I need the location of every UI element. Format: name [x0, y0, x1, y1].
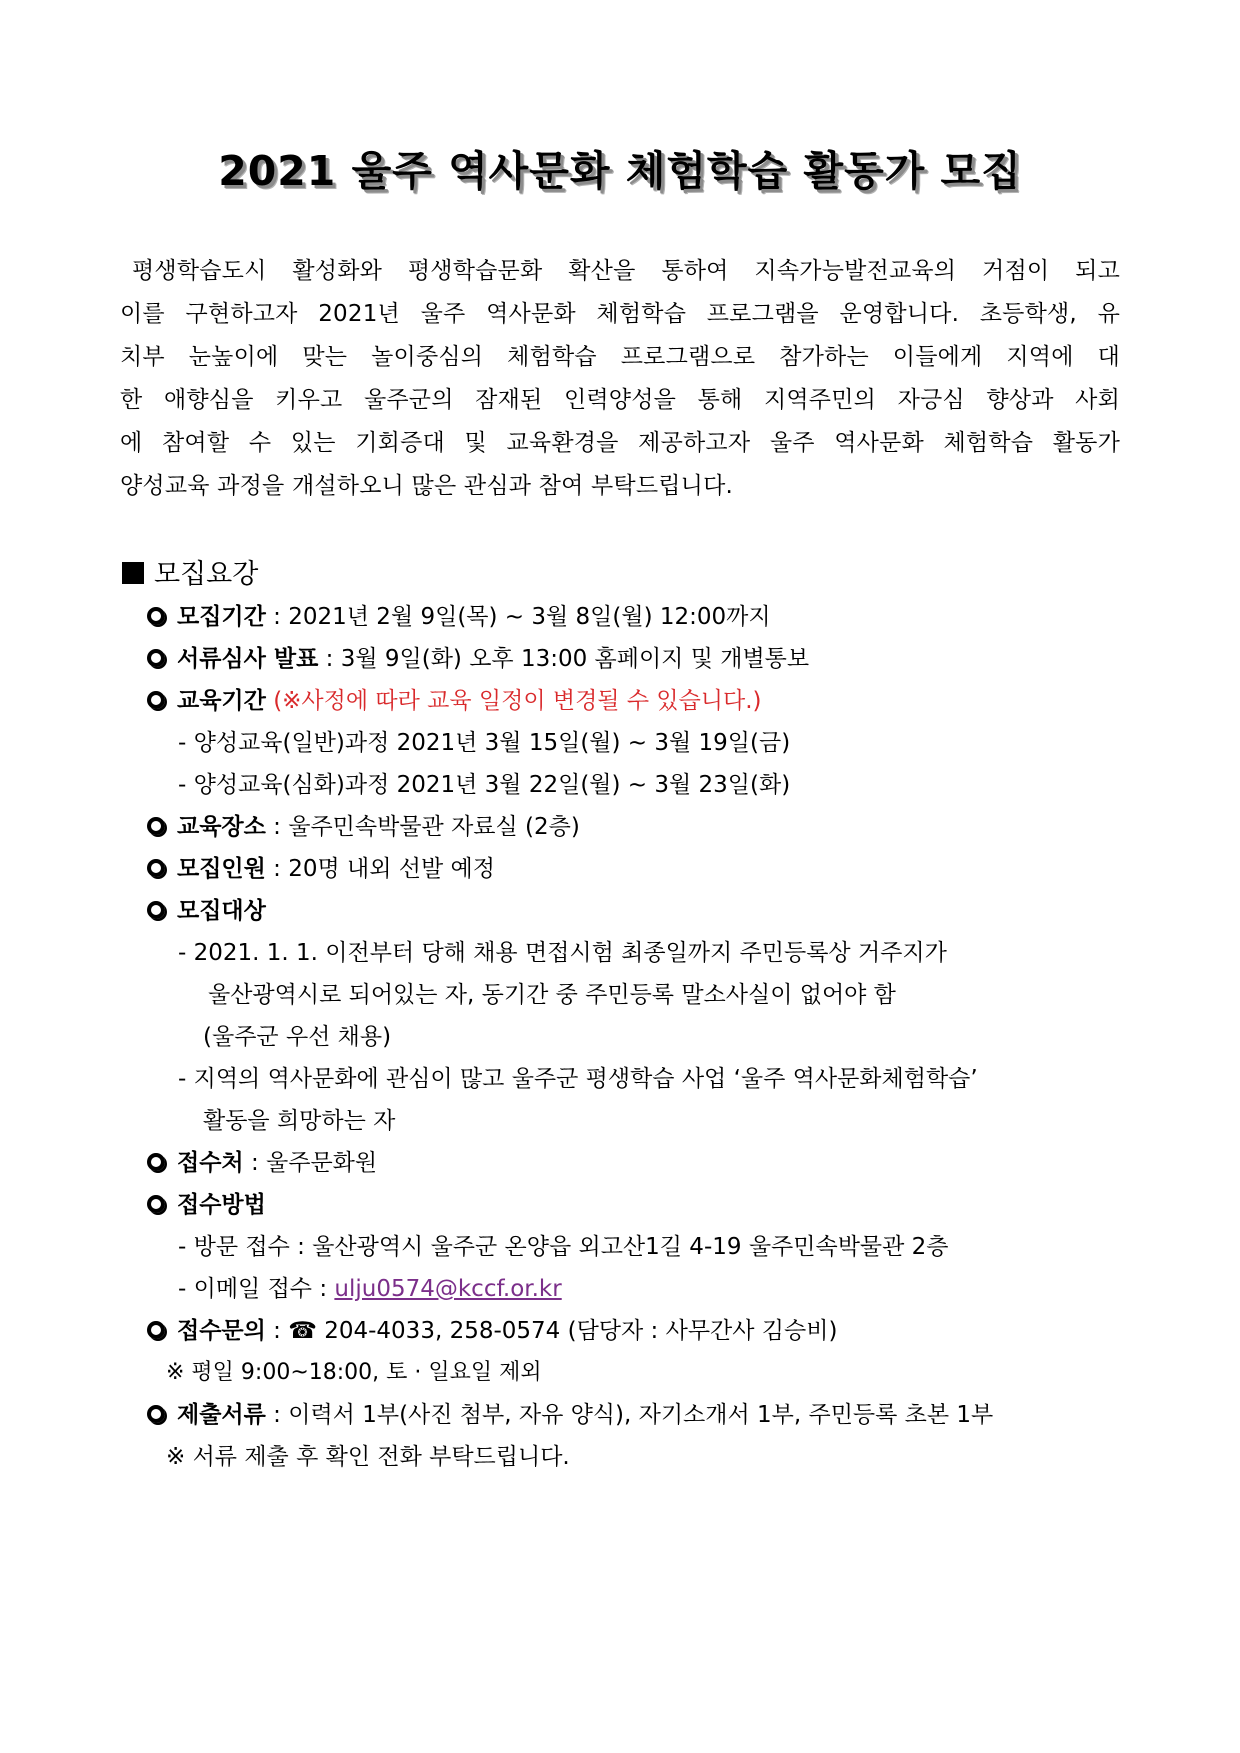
item-value: 204-4033, 258-0574 (담당자 : 사무간사 김승비) — [316, 1318, 838, 1344]
section-heading-text: 모집요강 — [154, 559, 259, 590]
circle-bullet-icon — [147, 901, 165, 919]
item-label: 제출서류 — [177, 1402, 266, 1428]
circle-bullet-icon — [147, 649, 165, 667]
email-link[interactable]: ulju0574@kccf.or.kr — [334, 1276, 562, 1302]
item-place — [147, 810, 580, 844]
circle-bullet-icon — [147, 1195, 165, 1213]
target-line: - 지역의 역사문화에 관심이 많고 울주군 평생학습 사업 ‘울주 역사문화체험학습’ — [178, 1066, 978, 1092]
item-separator: : — [318, 646, 341, 672]
intro-line: 이를 구현하고자 2021년 울주 역사문화 체험학습 프로그램을 운영합니다. 초등학생, 유 — [120, 301, 1120, 327]
circle-bullet-icon — [147, 859, 165, 877]
item-label: 모집기간 — [177, 604, 266, 630]
item-separator: : — [265, 1402, 289, 1428]
item-value: 이력서 1부(사진 첨부, 자유 양식), 자기소개서 1부, 주민등록 초본 1부 — [288, 1402, 994, 1428]
target-line: - 2021. 1. 1. 이전부터 당해 채용 면접시험 최종일까지 주민등록상 거주지가 — [178, 940, 947, 966]
intro-line: 평생학습도시 활성화와 평생학습문화 확산을 통하여 지속가능발전교육의 거점이 되고 — [132, 258, 1120, 284]
item-value: 울주민속박물관 자료실 (2층) — [288, 814, 580, 840]
circle-bullet-icon — [147, 691, 165, 709]
target-line: 울산광역시로 되어있는 자, 동기간 중 주민등록 말소사실이 없어야 함 — [208, 982, 896, 1008]
item-value: 2021년 2월 9일(목) ~ 3월 8일(월) 12:00까지 — [288, 604, 771, 630]
square-marker-icon — [122, 562, 144, 584]
item-target — [147, 894, 266, 928]
item-inquiry — [147, 1314, 837, 1348]
item-value: 20명 내외 선발 예정 — [288, 856, 495, 882]
section-heading — [122, 555, 258, 595]
item-office — [147, 1146, 377, 1180]
intro-paragraph — [120, 250, 1120, 508]
edu-course-general: - 양성교육(일반)과정 2021년 3월 15일(월) ~ 3월 19일(금) — [178, 730, 791, 756]
phone-icon: ☎ — [288, 1318, 317, 1344]
intro-line: 에 참여할 수 있는 기회증대 및 교육환경을 제공하고자 울주 역사문화 체험학습 활동가 — [120, 430, 1120, 456]
circle-bullet-icon — [147, 607, 165, 625]
item-edu-period — [147, 684, 762, 718]
circle-bullet-icon — [147, 1153, 165, 1171]
item-label: 모집인원 — [177, 856, 266, 882]
item-separator: : — [265, 604, 289, 630]
target-line: 활동을 희망하는 자 — [203, 1108, 396, 1134]
item-separator: : — [265, 814, 289, 840]
circle-bullet-icon — [147, 1405, 165, 1423]
docs-note: ※ 서류 제출 후 확인 전화 부탁드립니다. — [166, 1444, 570, 1470]
item-method — [147, 1188, 266, 1222]
item-label: 모집대상 — [177, 898, 266, 924]
item-value: 울주문화원 — [266, 1150, 378, 1176]
item-separator: : — [265, 1318, 289, 1344]
item-period — [147, 600, 771, 634]
circle-bullet-icon — [147, 1321, 165, 1339]
item-label: 접수문의 — [177, 1318, 266, 1344]
inquiry-hours: ※ 평일 9:00~18:00, 토 · 일요일 제외 — [166, 1360, 542, 1385]
item-label: 접수처 — [177, 1150, 244, 1176]
item-label: 교육기간 — [177, 688, 266, 714]
item-label: 교육장소 — [177, 814, 266, 840]
edu-course-advanced: - 양성교육(심화)과정 2021년 3월 22일(월) ~ 3월 23일(화) — [178, 772, 791, 798]
intro-line: 한 애향심을 키우고 울주군의 잠재된 인력양성을 통해 지역주민의 자긍심 향상과 사회 — [120, 387, 1120, 413]
intro-line: 치부 눈높이에 맞는 놀이중심의 체험학습 프로그램으로 참가하는 이들에게 지역에 대 — [120, 344, 1120, 370]
item-value: 3월 9일(화) 오후 13:00 홈페이지 및 개별통보 — [340, 646, 810, 672]
intro-line: 양성교육 과정을 개설하오니 많은 관심과 참여 부탁드립니다. — [120, 473, 734, 499]
method-email — [178, 1272, 562, 1306]
method-visit: - 방문 접수 : 울산광역시 울주군 온양읍 외고산1길 4-19 울주민속박물관 2층 — [178, 1234, 949, 1260]
circle-bullet-icon — [147, 817, 165, 835]
schedule-change-note: (※사정에 따라 교육 일정이 변경될 수 있습니다.) — [273, 688, 762, 714]
target-line: (울주군 우선 채용) — [203, 1024, 392, 1050]
item-separator: : — [243, 1150, 267, 1176]
page-title: 2021 울주 역사문화 체험학습 활동가 모집 — [218, 147, 1022, 195]
item-review — [147, 642, 809, 676]
item-label: 서류심사 발표 — [177, 646, 319, 672]
item-label: 접수방법 — [177, 1192, 266, 1218]
item-separator: : — [265, 856, 289, 882]
item-quota — [147, 852, 495, 886]
method-email-prefix: - 이메일 접수 : — [178, 1276, 335, 1302]
item-docs — [147, 1398, 993, 1432]
